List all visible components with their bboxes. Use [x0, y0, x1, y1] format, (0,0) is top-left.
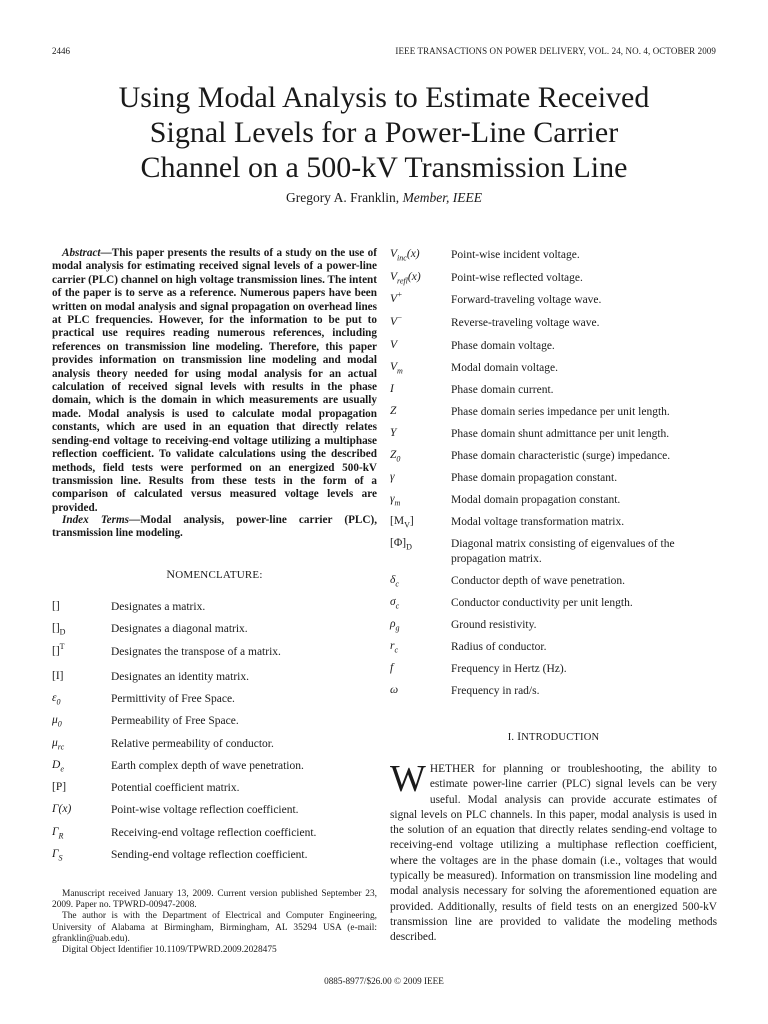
nomenclature-definition: Sending-end voltage reflection coefficient.: [111, 849, 308, 861]
nomenclature-definition: Point-wise reflected voltage.: [451, 272, 583, 284]
nomenclature-symbol: $r_c$: [390, 640, 399, 655]
nomenclature-symbol: V+: [390, 290, 403, 305]
nomenclature-symbol: ω: [390, 684, 399, 696]
index-terms-label: Index Terms: [62, 514, 130, 526]
nomenclature-definition: Designates a diagonal matrix.: [111, 623, 248, 635]
nomenclature-symbol: []: [52, 600, 60, 612]
nomenclature-definition: Reverse-traveling voltage wave.: [451, 317, 600, 329]
section-heading: I. INTRODUCTION: [507, 729, 600, 743]
copyright: 0885-8977/$26.00 © 2009 IEEE: [324, 976, 444, 986]
nomenclature-definition: Modal domain voltage.: [451, 362, 558, 374]
author-affiliation: Member, IEEE: [402, 190, 483, 205]
nomenclature-symbol: []$^T$: [52, 642, 65, 657]
nomenclature-list-left: [52, 600, 377, 870]
nomenclature-definition: Frequency in rad/s.: [451, 685, 540, 697]
nomenclature-symbol: $\mu_{rc}$: [52, 737, 65, 752]
nomenclature-symbol: $\sigma_c$: [390, 596, 400, 611]
nomenclature-symbol: [P]: [52, 781, 67, 793]
nomenclature-symbol: $\delta_c$: [390, 574, 399, 589]
nomenclature-definition: Receiving-end voltage reflection coefficient.: [111, 827, 317, 839]
nomenclature-definition: Phase domain shunt admittance per unit length.: [451, 428, 670, 440]
nomenclature-symbol: Γ(x): [52, 803, 72, 815]
nomenclature-definition: Phase domain voltage.: [451, 340, 555, 352]
paper-title: [60, 80, 708, 185]
nomenclature-symbol: $V_m$: [390, 361, 403, 376]
nomenclature-definition: Phase domain series impedance per unit length.: [451, 406, 670, 418]
nomenclature-definition: Earth complex depth of wave penetration.: [111, 760, 304, 772]
nomenclature-heading: NOMENCLATURE:: [166, 567, 263, 581]
nomenclature-symbol: [I]: [52, 670, 64, 682]
nomenclature-definition: Relative permeability of conductor.: [111, 738, 274, 750]
footnote-author: The author is with the Department of Electrical and Computer Engineering, University of Alabama at Birmingham, Birmingham, AL 35294 USA (e-mail: gfranklin@uab.edu).: [52, 911, 377, 944]
abstract-text: —This paper presents the results of a study on the use of modal analysis for estimating received signal levels of a power-line carrier (PLC) channel on high voltage transmission lines. The intent of the paper is to serve as a reference. Numerous papers have been written on modal analysis and signal propagation on overhead lines at PLC frequencies. However, for the information to be put to practical use requires reading numerous references, including references on transmission line modeling. Therefore, this paper provides information on transmission line modeling and modal analysis theory needed for using modal analysis for an actual calculation of received signal levels with results in the phase domain, which is the domain in which measurements are usually made. Modal analysis is used to calculate modal propagation constants, which are used in an equation that directly relates sending-end voltage to receiving-end voltage utilizing a multiphase reflection coefficient. To validate calculations using the described methods, field tests were performed on an energized 500-kV transmission line. Results from these tests in the form of a comparison of calculated versus measured voltage levels are provided.: [52, 247, 377, 514]
abstract: [52, 247, 377, 515]
nomenclature-definition: Permittivity of Free Space.: [111, 693, 235, 705]
nomenclature-definition: Phase domain characteristic (surge) impedance.: [451, 450, 671, 462]
nomenclature-definition: Modal domain propagation constant.: [451, 494, 621, 506]
nomenclature-symbol: γ: [390, 471, 395, 483]
nomenclature-symbol: $\mu_0$: [52, 714, 62, 729]
index-terms: [52, 514, 377, 541]
nomenclature-symbol: $\Gamma_R$: [52, 826, 64, 841]
nomenclature-definition: Conductor conductivity per unit length.: [451, 597, 633, 609]
nomenclature-symbol: $\Gamma_S$: [52, 848, 63, 863]
nomenclature-definition: Designates the transpose of a matrix.: [111, 646, 281, 658]
nomenclature-symbol: I: [390, 383, 394, 395]
nomenclature-definition: Point-wise voltage reflection coefficient.: [111, 804, 299, 816]
nomenclature-symbol: $\varepsilon_0$: [52, 692, 61, 707]
footnotes: [52, 889, 377, 956]
nomenclature-definition: Point-wise incident voltage.: [451, 249, 580, 261]
footnote-received: Manuscript received January 13, 2009. Current version published September 23, 2009. Paper no. TPWRD-00947-2008.: [52, 889, 377, 911]
nomenclature-definition: Designates a matrix.: [111, 601, 206, 613]
nomenclature-symbol: Y: [390, 427, 397, 439]
title-line: Signal Levels for a Power-Line Carrier: [149, 116, 619, 149]
nomenclature-definition: Radius of conductor.: [451, 641, 547, 653]
title-line: Using Modal Analysis to Estimate Received: [118, 81, 650, 114]
intro-body: for planning or troubleshooting, the ability to estimate power-line carrier (PLC) signal levels can be very useful. Modal analysis can provide accurate estimates of signal levels on PLC channels. In this paper, modal analysis is used in the solution of an equation that directly relates sending-end voltage to receiving-end voltage utilizing a multiphase reflection coefficient, where the voltages are in the phase domain (i.e., voltages that would typically be measured). Information on transmission line modeling and modal analysis necessary for solving the aforementioned equation are provided. Additionally, results of field tests on an energized 500-kV transmission line are provided to validate the modeling methods described.: [390, 763, 717, 944]
nomenclature-definition: Phase domain propagation constant.: [451, 472, 618, 484]
abstract-label: Abstract: [62, 247, 101, 259]
nomenclature-definition: Permeability of Free Space.: [111, 715, 239, 727]
nomenclature-symbol: V: [390, 339, 398, 351]
nomenclature-symbol: $[\Phi]_D$: [390, 537, 412, 552]
nomenclature-definition: Frequency in Hertz (Hz).: [451, 663, 567, 675]
drop-cap: W: [390, 758, 426, 800]
title-line: Channel on a 500-kV Transmission Line: [140, 151, 628, 184]
nomenclature-symbol: $\rho_g$: [390, 618, 400, 633]
author-name: Gregory A. Franklin,: [285, 190, 400, 205]
nomenclature-symbol: V−: [390, 313, 403, 328]
nomenclature-definition: Forward-traveling voltage wave.: [451, 294, 602, 306]
author-line: [0, 190, 768, 206]
nomenclature-list-right: [390, 248, 717, 708]
nomenclature-symbol: f: [390, 662, 394, 674]
journal-header: IEEE TRANSACTIONS ON POWER DELIVERY, VOL. 24, NO. 4, OCTOBER 2009: [395, 46, 716, 56]
nomenclature-symbol: $\gamma_m$: [390, 493, 401, 508]
nomenclature-symbol: $Z_0$: [390, 449, 401, 464]
nomenclature-definition: Ground resistivity.: [451, 619, 537, 631]
intro-first-word: HETHER: [429, 763, 475, 775]
nomenclature-definition: Potential coefficient matrix.: [111, 782, 240, 794]
nomenclature-symbol: $V_{refl}(x)$: [390, 271, 421, 286]
nomenclature-symbol: $[]_D$: [52, 622, 66, 637]
nomenclature-symbol: $[M_V]$: [390, 515, 414, 530]
nomenclature-definition: Modal voltage transformation matrix.: [451, 516, 625, 528]
nomenclature-symbol: $V_{inc}(x)$: [390, 248, 420, 263]
nomenclature-symbol: $D_e$: [52, 759, 64, 774]
nomenclature-definition: Phase domain current.: [451, 384, 554, 396]
introduction-text: [390, 758, 717, 946]
nomenclature-definition: Conductor depth of wave penetration.: [451, 575, 626, 587]
page-number: 2446: [52, 46, 70, 56]
nomenclature-definition: Diagonal matrix consisting of eigenvalues of the propagation matrix.: [451, 538, 675, 565]
nomenclature-definition: Designates an identity matrix.: [111, 671, 249, 683]
footnote-doi: Digital Object Identifier 10.1109/TPWRD.2009.2028475: [62, 945, 277, 956]
nomenclature-symbol: Z: [390, 405, 397, 417]
index-terms-text: —Modal analysis, power-line carrier (PLC), transmission line modeling.: [52, 514, 377, 540]
